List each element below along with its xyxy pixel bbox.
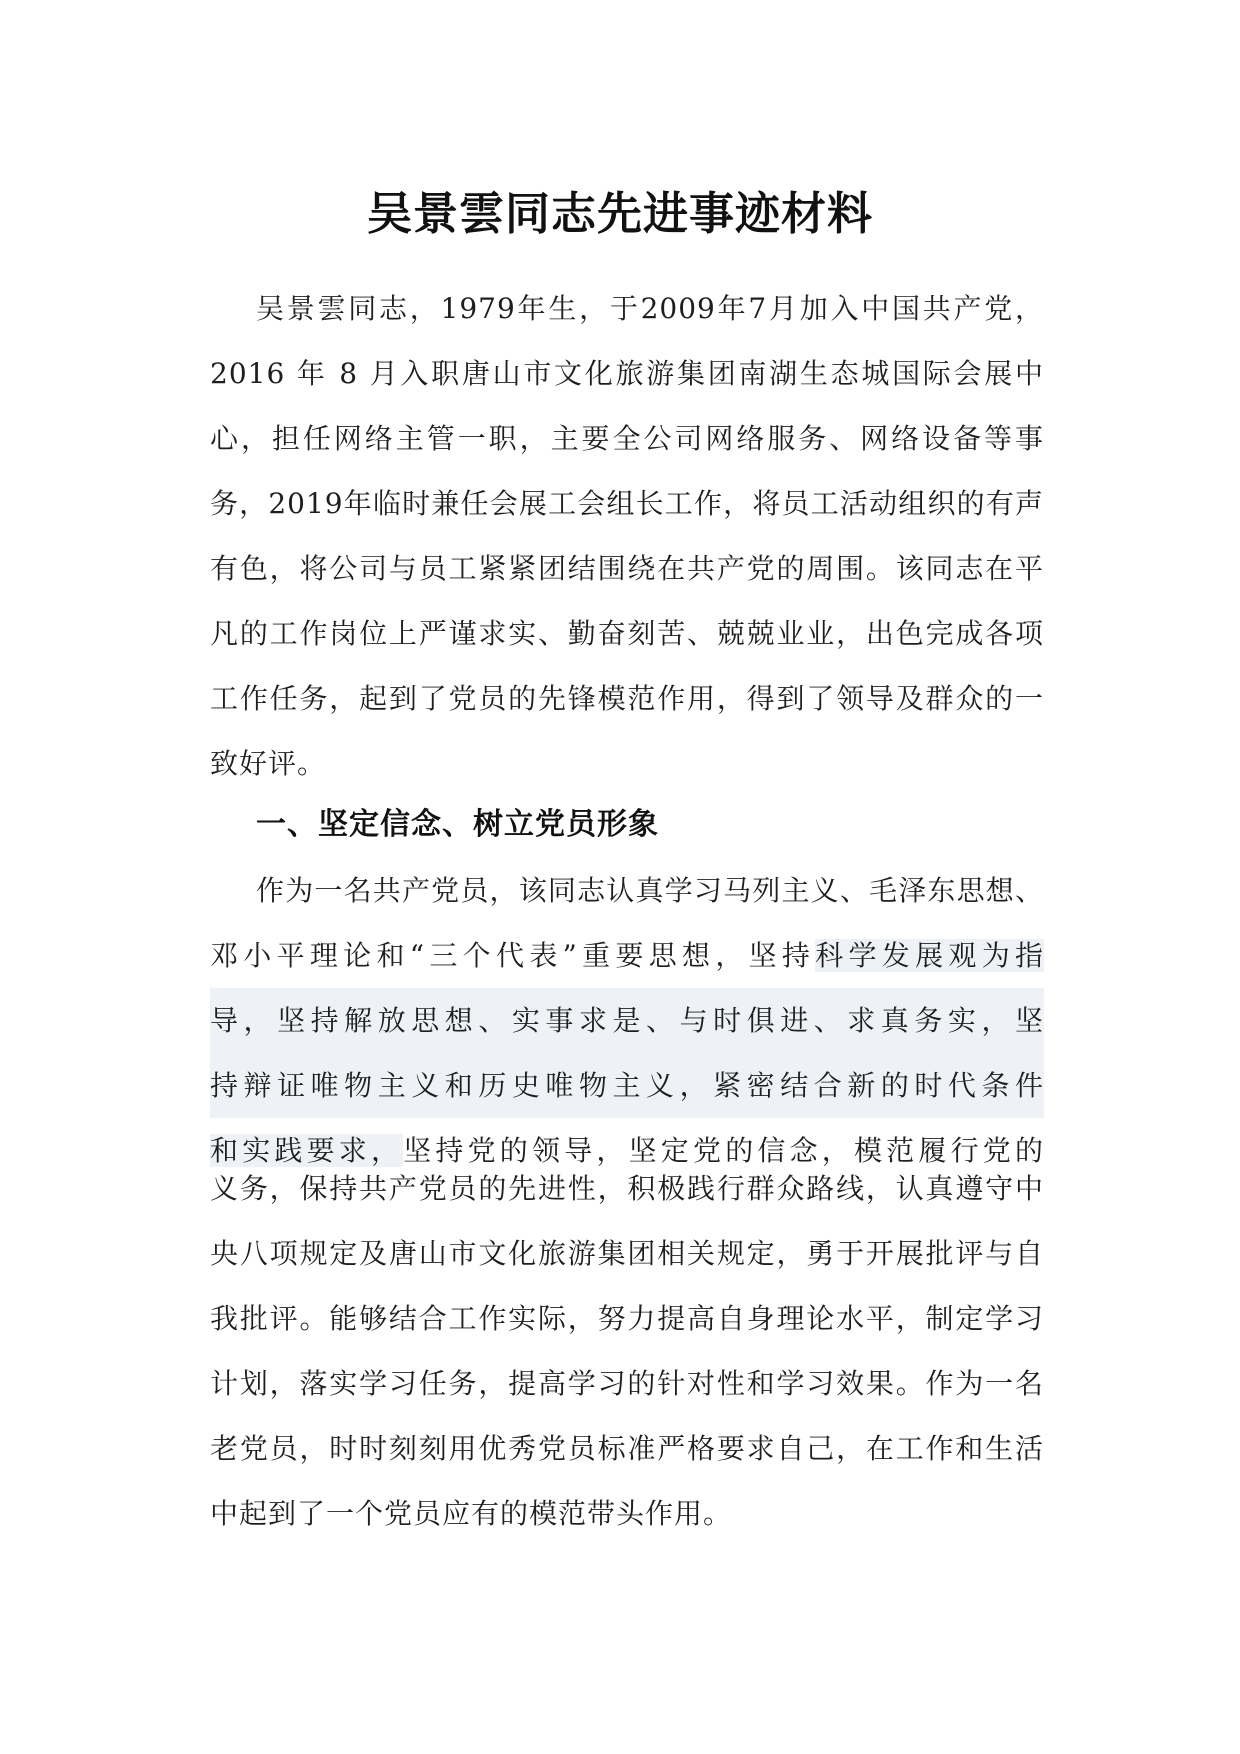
paragraph-line: 作为一名共产党员，该同志认真学习马列主义、毛泽东思想、 — [256, 874, 1044, 907]
highlighted-text[interactable]: 和实践要求， — [210, 1134, 404, 1167]
highlighted-text[interactable]: 科学发展观为指 — [815, 939, 1044, 972]
line-text: 邓小平理论和“三个代表”重要思想，坚持 — [210, 939, 816, 972]
line-text: 坚持党的领导，坚定党的信念，模范履行党的 — [403, 1134, 1044, 1167]
highlighted-line[interactable]: 持辩证唯物主义和历史唯物主义，紧密结合新的时代条件 — [210, 1053, 1044, 1118]
intro-paragraph: 吴景雲同志，1979年生，于2009年7月加入中国共产党，2016 年 8 月入职唐山市文化旅游集团南湖生态城国际会展中心，担任网络主管一职，主要全公司网络服务、网络设备等事务，2019年临时兼任会展工会组长工作，将员工活动组织的有声有色，将公司与员工紧紧团结围绕在共产党的周围。该同志在平凡的工作岗位上严谨求实、勤奋刻苦、兢兢业业，出色完成各项工作任务，起到了党员的先锋模范作用，得到了领导及群众的一致好评。 — [210, 292, 1044, 780]
highlighted-line[interactable]: 导，坚持解放思想、实事求是、与时俱进、求真务实，坚 — [210, 988, 1044, 1053]
section-1-paragraph-start — [210, 858, 1044, 1183]
page-title: 吴景雲同志先进事迹材料 — [366, 187, 873, 241]
section-heading-1: 一、坚定信念、树立党员形象 — [256, 807, 659, 842]
paragraph-line — [210, 923, 1044, 988]
section-1-paragraph-rest: 义务，保持共产党员的先进性，积极践行群众路线，认真遵守中央八项规定及唐山市文化旅游集团相关规定，勇于开展批评与自我批评。能够结合工作实际，努力提高自身理论水平，制定学习计划，落实学习任务，提高学习的针对性和学习效果。作为一名老党员，时时刻刻用优秀党员标准严格要求自己，在工作和生活中起到了一个党员应有的模范带头作用。 — [210, 1172, 1044, 1530]
